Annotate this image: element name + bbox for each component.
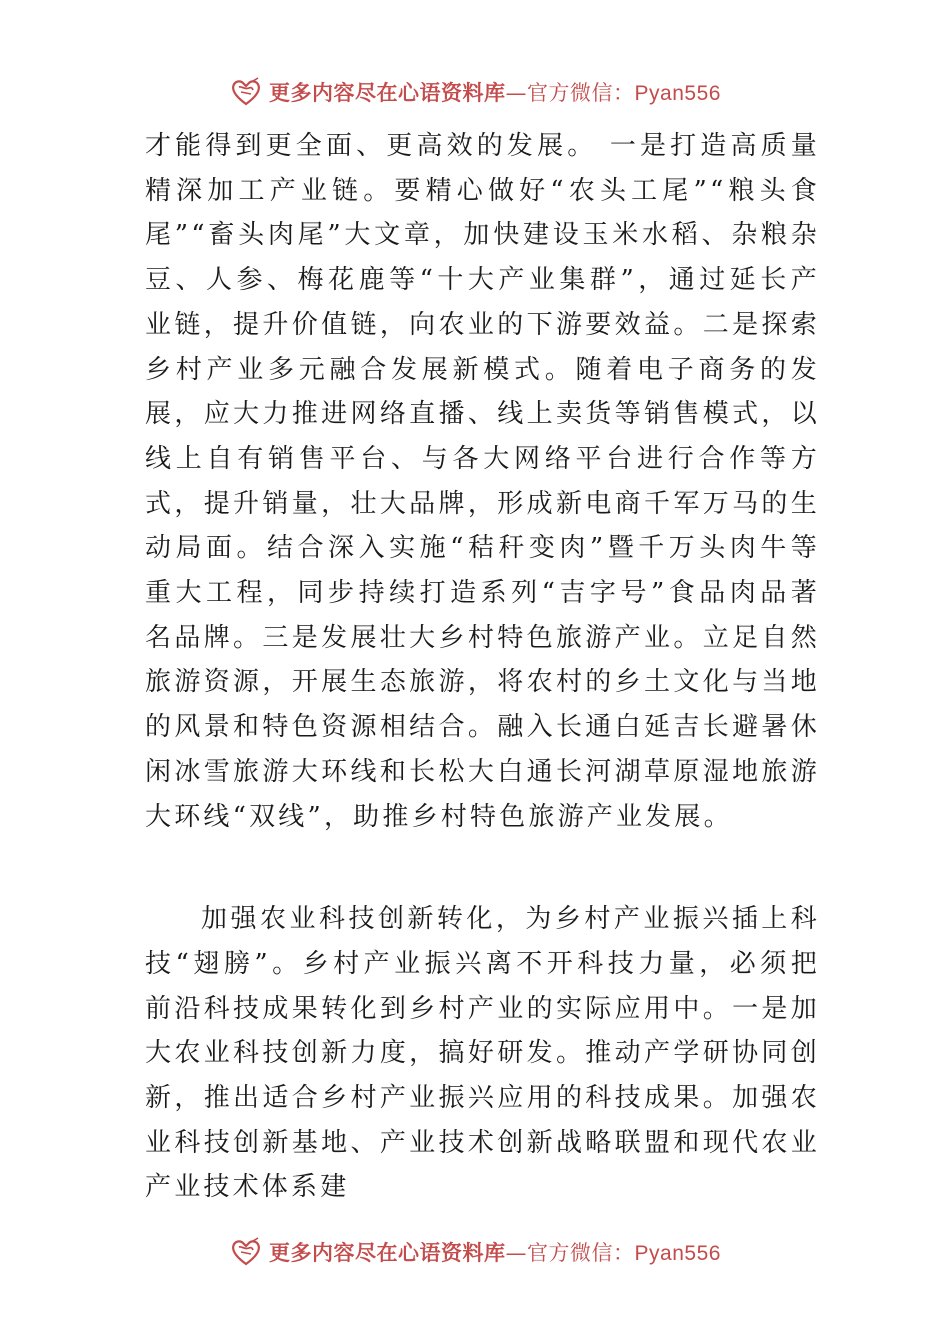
paragraph-1: 才能得到更全面、更高效的发展。 一是打造高质量精深加工产业链。要精心做好“农头工尾”“粮头食尾”“畜头肉尾”大文章，加快建设玉米水稻、杂粮杂豆、人参、梅花鹿等“十大产业集群”，通过延长产业链，提升价值链，向农业的下游要效益。二是探索乡村产业多元融合发展新模式。随着电子商务的发展，应大力推进网络直播、线上卖货等销售模式，以线上自有销售平台、与各大网络平台进行合作等方式，提升销量，壮大品牌，形成新电商千军万马的生动局面。结合深入实施“秸秆变肉”暨千万头肉牛等重大工程，同步持续打造系列“吉字号”食品肉品著名品牌。三是发展壮大乡村特色旅游产业。立足自然旅游资源，开展生态旅游，将农村的乡土文化与当地的风景和特色资源相结合。融入长通白延吉长避暑休闲冰雪旅游大环线和长松大白通长河湖草原湿地旅游大环线“双线”，助推乡村特色旅游产业发展。 — [145, 131, 820, 832]
header-banner-text — [269, 77, 721, 107]
document-body — [145, 124, 820, 1210]
footer-banner-main: 更多内容尽在心语资料库 — [269, 1241, 506, 1265]
footer-banner-id: Pyan556 — [634, 1242, 721, 1265]
header-banner-main: 更多内容尽在心语资料库 — [269, 81, 506, 105]
header-banner — [0, 72, 950, 112]
footer-banner — [0, 1232, 950, 1272]
header-banner-wechat: 官方微信： — [527, 81, 635, 105]
paragraph-gap — [145, 839, 820, 897]
footer-banner-dash: — — [505, 1241, 528, 1265]
heart-logo-icon — [229, 1235, 263, 1269]
footer-banner-wechat: 官方微信： — [527, 1241, 635, 1265]
footer-banner-text — [269, 1237, 721, 1267]
heart-logo-icon — [229, 75, 263, 109]
paragraph-2: 加强农业科技创新转化，为乡村产业振兴插上科技“翅膀”。乡村产业振兴离不开科技力量，必须把前沿科技成果转化到乡村产业的实际应用中。一是加大农业科技创新力度，搞好研发。推动产学研协同创新，推出适合乡村产业振兴应用的科技成果。加强农业科技创新基地、产业技术创新战略联盟和现代农业产业技术体系建 — [145, 904, 820, 1203]
header-banner-id: Pyan556 — [634, 82, 721, 105]
header-banner-dash: — — [505, 81, 528, 105]
